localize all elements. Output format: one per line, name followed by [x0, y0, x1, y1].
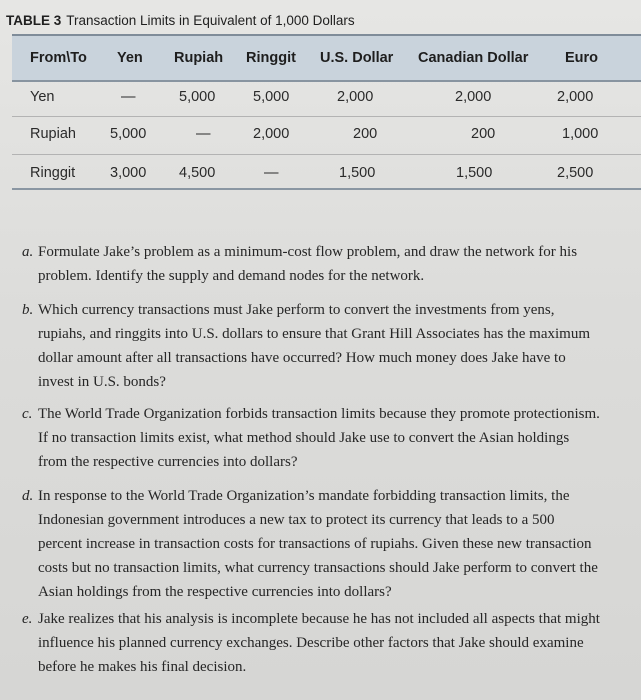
row-label-ringgit: Ringgit — [30, 165, 76, 181]
table-cell: 5,000 — [110, 126, 147, 142]
question-text: Formulate Jake’s problem as a minimum-cost flow problem, and draw the network for his problem. Identify the supply and demand nodes for the network. — [38, 244, 578, 284]
header-from-to: From\To — [30, 50, 87, 66]
header-euro: Euro — [565, 50, 599, 66]
question-letter: d. — [22, 488, 34, 504]
table-cell: 200 — [471, 126, 496, 142]
question-text: Which currency transactions must Jake perform to convert the investments from yens, rupiahs, and ringgits into U.S. dollars to ensure that Grant Hill Associates has the maximum dollar amount after all transactions have occurred? How much money does Jake have to invest in U.S. bonds? — [38, 302, 591, 390]
table-cell: 2,000 — [337, 89, 374, 105]
question-text: Jake realizes that his analysis is incomplete because he has not included all aspects that might influence his planned currency exchanges. Describe other factors that Jake should examine before he makes his final decision. — [38, 611, 600, 675]
table-title: Transaction Limits in Equivalent of 1,000 Dollars — [66, 13, 355, 28]
row-label-rupiah: Rupiah — [30, 126, 76, 142]
header-rupiah: Rupiah — [174, 50, 224, 66]
header-yen: Yen — [117, 50, 143, 66]
table-cell: — — [121, 89, 136, 105]
header-canadian-dollar: Canadian Dollar — [418, 50, 529, 66]
question-letter: b. — [22, 302, 34, 318]
table-bottom-rule — [12, 188, 641, 190]
question-d — [22, 484, 602, 604]
row-divider — [12, 154, 641, 155]
table-cell: 2,000 — [557, 89, 594, 105]
table-cell: 2,000 — [253, 126, 290, 142]
question-letter: e. — [22, 611, 33, 627]
table-cell: — — [264, 165, 279, 181]
table-cell: 1,500 — [339, 165, 376, 181]
table-cell: 2,500 — [557, 165, 594, 181]
table-cell: 4,500 — [179, 165, 216, 181]
row-label-yen: Yen — [30, 89, 55, 105]
question-text: In response to the World Trade Organization’s mandate forbidding transaction limits, the Indonesian government introduces a new tax to protect its currency that leads to a 500 percent increase in transaction costs for transactions of rupiahs. Given these new transaction costs but no transaction limits, what currency transactions should Jake perform to convert the Asian holdings from the respective currencies into dollars? — [38, 488, 598, 600]
row-divider — [12, 116, 641, 117]
question-c — [22, 402, 602, 474]
question-b — [22, 298, 602, 394]
table-label: TABLE 3 — [6, 13, 62, 28]
table-cell: 1,500 — [456, 165, 493, 181]
question-letter: a. — [22, 244, 34, 260]
header-us-dollar: U.S. Dollar — [320, 50, 394, 66]
table-cell: — — [196, 126, 211, 142]
question-text: The World Trade Organization forbids transaction limits because they promote protectionism. If no transaction limits exist, what method should Jake use to convert the Asian holdings from the respective currencies into dollars? — [38, 406, 600, 470]
table-cell: 200 — [353, 126, 378, 142]
table-cell: 2,000 — [455, 89, 492, 105]
question-e — [22, 607, 602, 679]
table-cell: 5,000 — [179, 89, 216, 105]
table-cell: 3,000 — [110, 165, 147, 181]
table-caption — [6, 13, 355, 28]
question-letter: c. — [22, 406, 33, 422]
header-ringgit: Ringgit — [246, 50, 296, 66]
table-cell: 1,000 — [562, 126, 599, 142]
question-a — [22, 240, 602, 288]
table-cell: 5,000 — [253, 89, 290, 105]
